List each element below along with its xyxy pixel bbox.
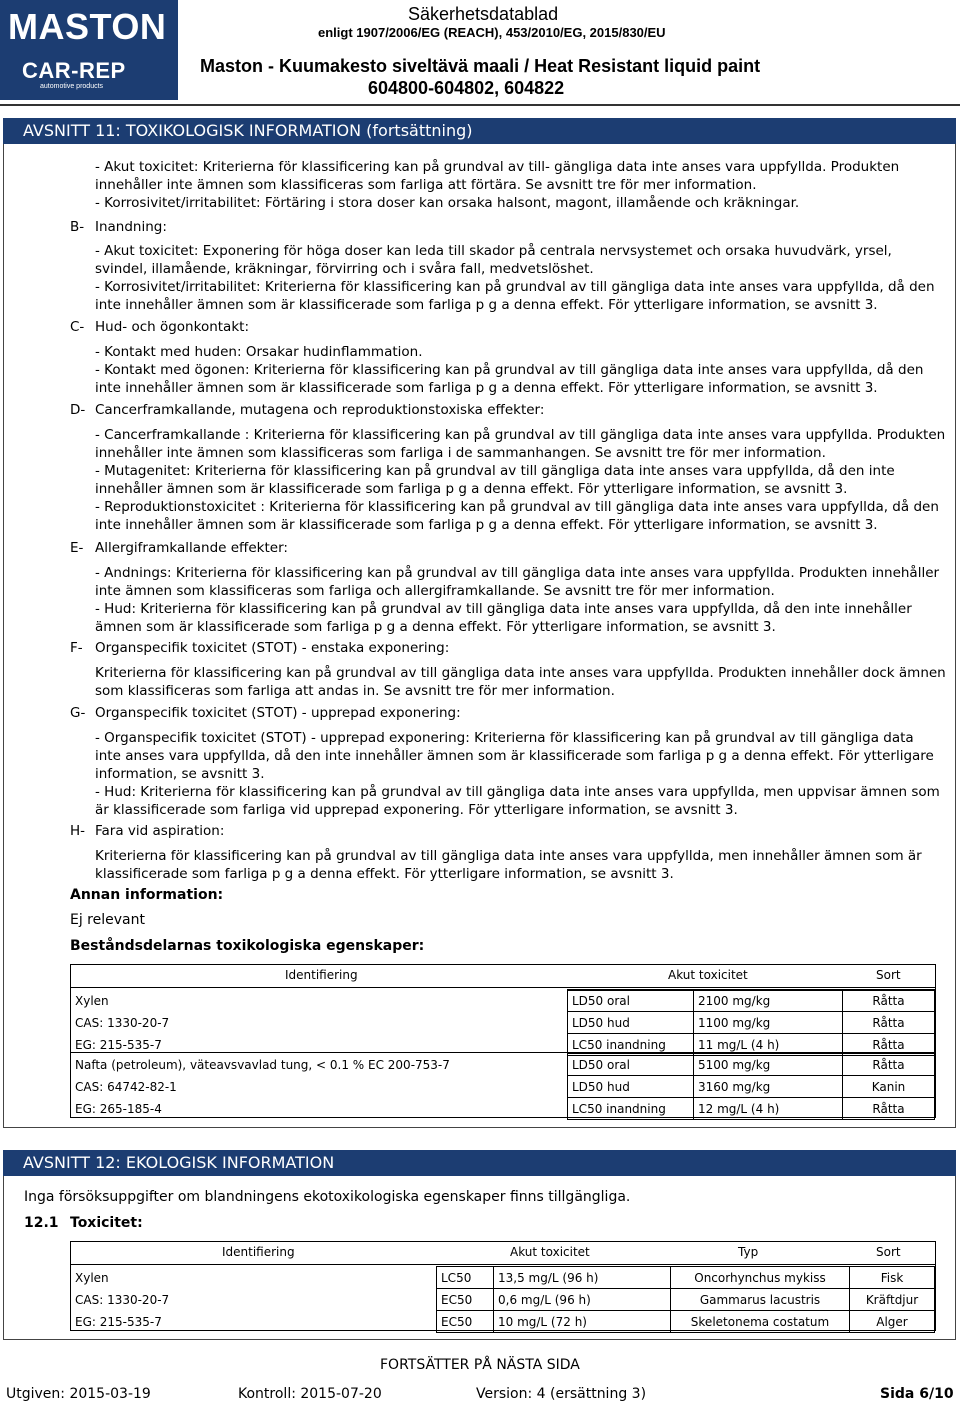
item-d-line: inte innehåller ämnen som är klassificerade som farliga p g a denna effekt. För ytterligare information, se avsnitt 3. <box>95 517 878 533</box>
other-info-value: Ej relevant <box>70 912 145 928</box>
item-f-line: Kriterierna för klassificering kan på grundval av till gängliga data inte anses vara uppfyllda. Produkten innehåller dock ämnen <box>95 665 946 681</box>
t11-cell-id: CAS: 1330-20-7 <box>75 1015 170 1030</box>
t12-cell-id: CAS: 1330-20-7 <box>75 1292 170 1307</box>
t11-cell-tox: LC50 inandning <box>568 1034 694 1056</box>
t11-cell-sort: Råtta <box>843 1054 935 1076</box>
item-d-line: - Mutagenitet: Kriterierna för klassificering kan på grundval av till gängliga data inte anses vara uppfyllda, då den inte <box>95 463 895 479</box>
t11-group-2 <box>71 1053 935 1120</box>
t11-cell-sort: Kanin <box>843 1076 935 1098</box>
t11-cell-val: 1100 mg/kg <box>694 1012 843 1034</box>
a-line-2: innehåller inte ämnen som klassificeras som farliga att förtära. Se avsnitt tre för mer information. <box>95 177 757 193</box>
logo-maston: MASTON <box>8 6 167 47</box>
t11-header-sort: Sort <box>876 968 901 982</box>
tox-table-12-header-rule <box>70 1264 936 1265</box>
section12-title: AVSNITT 12: EKOLOGISK INFORMATION <box>3 1150 956 1176</box>
regulation: enligt 1907/2006/EG (REACH), 453/2010/EG, 2015/830/EU <box>318 25 666 40</box>
item-c-letter: C- <box>70 319 85 335</box>
t11-cell-val: 11 mg/L (4 h) <box>694 1034 843 1056</box>
components-heading: Beståndsdelarnas toxikologiska egenskaper: <box>70 938 425 954</box>
t11-cell-tox: LD50 hud <box>568 1012 694 1034</box>
logo-tagline: automotive products <box>40 83 104 90</box>
t12-cell-sort: Fisk <box>850 1267 935 1289</box>
footer-checked: Kontroll: 2015-07-20 <box>238 1386 382 1402</box>
item-d-line: innehåller ämnen som är klassificerade som farliga p g a denna effekt. För ytterligare information, se avsnitt 3. <box>95 481 848 497</box>
t11-cell-val: 12 mg/L (4 h) <box>694 1098 843 1120</box>
t12-header-sort: Sort <box>876 1245 901 1259</box>
item-b-letter: B- <box>70 219 85 235</box>
item-g-line: är klassificerade som farliga vid upprepad exponering. För ytterligare information, se avsnitt 3. <box>95 802 738 818</box>
header-rule <box>0 104 960 106</box>
item-b-line: inte innehåller ämnen som är klassificerade som farliga p g a denna effekt. För ytterligare information, se avsnitt 3. <box>95 297 878 313</box>
item-h-letter: H- <box>70 823 86 839</box>
t12-header-tox: Akut toxicitet <box>510 1245 590 1259</box>
t11-cell-val: 2100 mg/kg <box>694 990 843 1012</box>
t12-header-id: Identifiering <box>222 1245 295 1259</box>
item-b-line: - Korrosivitet/irritabilitet: Kriterierna för klassificering kan på grundval av till gängliga data inte anses vara uppfyllda, då den <box>95 279 935 295</box>
item-f-heading: Organspecifik toxicitet (STOT) - enstaka exponering: <box>95 640 450 656</box>
tox-table-11-header-rule <box>70 987 936 988</box>
item-f-letter: F- <box>70 640 83 656</box>
table-row <box>71 1289 935 1311</box>
section11-title: AVSNITT 11: TOXIKOLOGISK INFORMATION (fortsättning) <box>3 118 956 144</box>
t11-cell-id: Xylen <box>75 993 109 1008</box>
t11-cell-id: EG: 215-535-7 <box>75 1037 162 1052</box>
t12-cell-val: 13,5 mg/L (96 h) <box>494 1267 671 1289</box>
t12-cell-tox: EC50 <box>437 1311 494 1333</box>
t11-cell-tox: LD50 hud <box>568 1076 694 1098</box>
item-d-line: innehåller inte ämnen som klassificeras som farliga i de sammanhangen. Se avsnitt tre för mer information. <box>95 445 826 461</box>
t11-cell-sort: Råtta <box>843 1098 935 1120</box>
item-e-line: inte ämnen som klassificeras som farliga och allergiframkallande. Se avsnitt tre för mer information. <box>95 583 775 599</box>
t11-cell-val: 5100 mg/kg <box>694 1054 843 1076</box>
table-row <box>71 1076 935 1098</box>
company-logo <box>0 0 178 100</box>
table-row <box>71 990 935 1012</box>
t11-cell-tox: LD50 oral <box>568 1054 694 1076</box>
doc-title: Säkerhetsdatablad <box>408 4 559 24</box>
item-c-line: - Kontakt med huden: Orsakar hudinflammation. <box>95 344 423 360</box>
table-row <box>71 1267 935 1289</box>
table-row <box>71 1054 935 1076</box>
t12-cell-val: 10 mg/L (72 h) <box>494 1311 671 1333</box>
t11-cell-tox: LD50 oral <box>568 990 694 1012</box>
t11-cell-id: Nafta (petroleum), väteavsvavlad tung, < 0.1 % EC 200-753-7 <box>75 1057 450 1072</box>
item-h-heading: Fara vid aspiration: <box>95 823 225 839</box>
footer-issued: Utgiven: 2015-03-19 <box>6 1386 151 1402</box>
item-g-line: - Hud: Kriterierna för klassificering kan på grundval av till gängliga data inte anses vara uppfyllda, men uppvisar ämnen som <box>95 784 940 800</box>
item-g-letter: G- <box>70 705 86 721</box>
item-b-line: - Akut toxicitet: Exponering för höga doser kan leda till skador på centrala nervsystemet och orsaka huvudvärk, yrsel, <box>95 243 892 259</box>
footer-page: Sida 6/10 <box>880 1386 954 1402</box>
t12-cell-tox: EC50 <box>437 1289 494 1311</box>
continued-notice: FORTSÄTTER PÅ NÄSTA SIDA <box>380 1357 580 1373</box>
footer-version: Version: 4 (ersättning 3) <box>476 1386 647 1402</box>
item-g-heading: Organspecifik toxicitet (STOT) - upprepad exponering: <box>95 705 461 721</box>
table-row <box>71 1012 935 1034</box>
item-g-line: information, se avsnitt 3. <box>95 766 265 782</box>
item-c-line: - Kontakt med ögonen: Kriterierna för klassificering kan på grundval av till gängliga data inte anses vara uppfyllda, då den <box>95 362 924 378</box>
item-d-line: - Cancerframkallande : Kriterierna för klassificering kan på grundval av till gängliga data inte anses vara uppfyllda. Produkten <box>95 427 946 443</box>
item-e-line: - Hud: Kriterierna för klassificering kan på grundval av till gängliga data inte anses vara uppfyllda, då den inte innehåller <box>95 601 912 617</box>
item-b-line: svindel, illamående, kräkningar, förvirring och i svåra fall, medvetslöshet. <box>95 261 594 277</box>
t11-cell-id: CAS: 64742-82-1 <box>75 1079 177 1094</box>
item-c-heading: Hud- och ögonkontakt: <box>95 319 249 335</box>
item-d-letter: D- <box>70 402 86 418</box>
a-line-3: - Korrosivitet/irritabilitet: Förtäring i stora doser kan orsaka halsont, magont, illamående och kräkningar. <box>95 195 800 211</box>
t12-table <box>71 1266 935 1333</box>
logo-car-rep: CAR-REP <box>22 58 126 83</box>
item-h-line: klassificerade som farliga p g a denna effekt. För ytterligare information, se avsnitt 3. <box>95 866 674 882</box>
t12-cell-sort: Kräftdjur <box>850 1289 935 1311</box>
table-row <box>71 1098 935 1120</box>
t11-cell-sort: Råtta <box>843 990 935 1012</box>
t11-group-1 <box>71 989 935 1056</box>
t11-cell-sort: Råtta <box>843 1034 935 1056</box>
item-g-line: - Organspecifik toxicitet (STOT) - upprepad exponering: Kriterierna för klassificering kan på grundval av till gängliga data <box>95 730 914 746</box>
section12-intro: Inga försöksuppgifter om blandningens ekotoxikologiska egenskaper finns tillgängliga. <box>24 1189 631 1205</box>
t12-cell-tox: LC50 <box>437 1267 494 1289</box>
t11-cell-val: 3160 mg/kg <box>694 1076 843 1098</box>
t11-header-id: Identifiering <box>285 968 358 982</box>
item-d-line: - Reproduktionstoxicitet : Kriterierna för klassificering kan på grundval av till gängliga data inte anses vara uppfyllda, då den <box>95 499 939 515</box>
t11-cell-sort: Råtta <box>843 1012 935 1034</box>
t11-cell-id: EG: 265-185-4 <box>75 1101 162 1116</box>
item-e-letter: E- <box>70 540 84 556</box>
subsection-heading: Toxicitet: <box>70 1215 143 1231</box>
other-info-heading: Annan information: <box>70 887 224 903</box>
t11-header-tox: Akut toxicitet <box>668 968 748 982</box>
product-codes: 604800-604802, 604822 <box>368 78 565 98</box>
item-d-heading: Cancerframkallande, mutagena och reproduktionstoxiska effekter: <box>95 402 545 418</box>
t11-cell-tox: LC50 inandning <box>568 1098 694 1120</box>
item-h-line: Kriterierna för klassificering kan på grundval av till gängliga data inte anses vara uppfyllda, men innehåller ämnen som är <box>95 848 922 864</box>
item-e-line: ämnen som är klassificerade som farliga p g a denna effekt. För ytterligare information, se avsnitt 3. <box>95 619 776 635</box>
item-f-line: som klassificeras som farliga att andas in. Se avsnitt tre för mer information. <box>95 683 615 699</box>
product-name: Maston - Kuumakesto siveltävä maali / Heat Resistant liquid paint <box>200 56 761 76</box>
t12-cell-id: Xylen <box>75 1270 109 1285</box>
t12-cell-val: 0,6 mg/L (96 h) <box>494 1289 671 1311</box>
t12-cell-id: EG: 215-535-7 <box>75 1314 162 1329</box>
t12-cell-sort: Alger <box>850 1311 935 1333</box>
t12-header-typ: Typ <box>738 1245 759 1259</box>
t12-cell-typ: Oncorhynchus mykiss <box>671 1267 850 1289</box>
item-c-line: inte innehåller ämnen som är klassificerade som farliga p g a denna effekt. För ytterligare information, se avsnitt 3. <box>95 380 878 396</box>
a-line-1: - Akut toxicitet: Kriterierna för klassificering kan på grundval av till- gängliga data inte anses vara uppfyllda. Produkten <box>95 159 900 175</box>
item-e-heading: Allergiframkallande effekter: <box>95 540 288 556</box>
t12-cell-typ: Gammarus lacustris <box>671 1289 850 1311</box>
item-g-line: inte anses vara uppfyllda, då den inte innehåller ämnen som är klassificerade som farliga p g a denna effekt. För ytterligare <box>95 748 934 764</box>
subsection-number: 12.1 <box>24 1215 59 1231</box>
item-e-line: - Andnings: Kriterierna för klassificering kan på grundval av till gängliga data inte anses vara uppfyllda. Produkten innehåller <box>95 565 940 581</box>
item-b-heading: Inandning: <box>95 219 167 235</box>
table-row <box>71 1311 935 1333</box>
t12-cell-typ: Skeletonema costatum <box>671 1311 850 1333</box>
